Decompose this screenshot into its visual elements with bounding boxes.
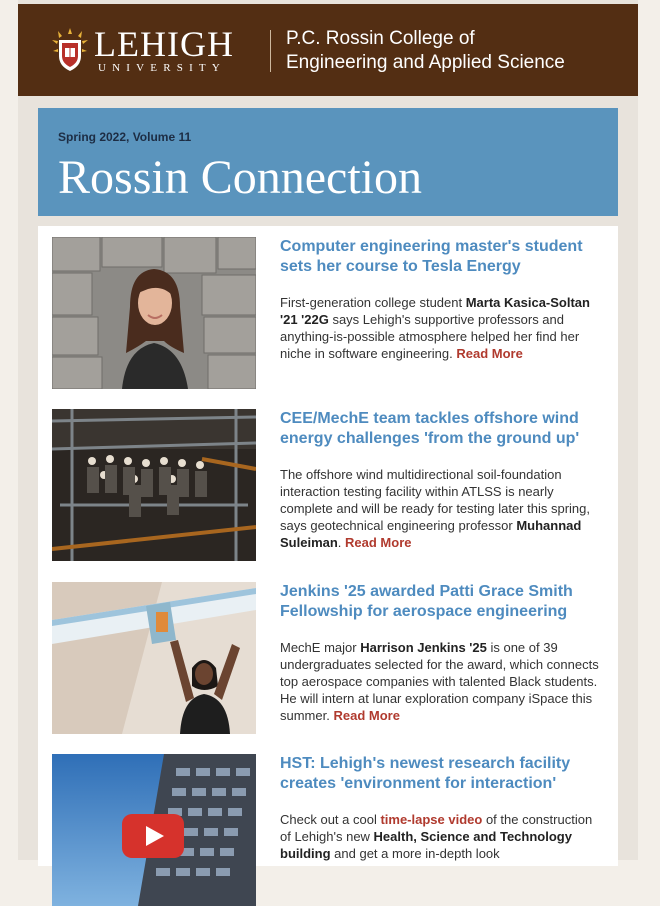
university-subtitle: UNIVERSITY <box>98 62 226 74</box>
story-summary <box>280 466 602 551</box>
newsletter-title: Rossin Connection <box>58 151 423 204</box>
story-summary-text: MechE major <box>280 640 361 655</box>
college-name-line2: Engineering and Applied Science <box>286 52 565 73</box>
lehigh-crest-icon <box>52 28 88 72</box>
time-lapse-video-link[interactable]: time-lapse video <box>380 812 483 827</box>
story-image-research-team[interactable] <box>52 409 256 561</box>
story-summary-name: Marta Kasica-Soltan '21 '22G <box>280 295 590 327</box>
read-more-link[interactable]: Read More <box>333 708 400 723</box>
story-video-thumbnail[interactable] <box>52 754 256 906</box>
header-banner <box>18 4 638 96</box>
story-headline-link[interactable]: Jenkins '25 awarded Patti Grace Smith Fellowship for aerospace engineering <box>280 583 573 620</box>
stories-panel <box>38 226 618 866</box>
story-summary-text: The offshore wind multidirectional soil-foundation interaction testing facility within ATLSS is nearly complete and will be ready for testing later this spring, says geotechnical engineering professor <box>280 467 590 533</box>
story-summary-text-2: is one of 39 undergraduates selected for the award, which connects top aerospace companies with talented Black students. He will intern at lunar exploration company iSpace this summer. <box>280 640 599 723</box>
story-summary <box>280 811 602 862</box>
story-summary <box>280 639 602 724</box>
university-wordmark: LEHIGH <box>94 24 234 64</box>
story-summary-name: Harrison Jenkins '25 <box>360 640 487 655</box>
story-summary-text-2: . <box>337 535 346 550</box>
story-summary-name: Muhannad Suleiman <box>280 518 582 550</box>
story-image-student-portrait[interactable] <box>52 237 256 389</box>
header-divider <box>270 30 271 72</box>
hero-banner <box>38 108 618 216</box>
read-more-link[interactable]: Read More <box>345 535 412 550</box>
college-name-line1: P.C. Rossin College of <box>286 28 475 49</box>
story-headline-link[interactable]: HST: Lehigh's newest research facility creates 'environment for interaction' <box>280 755 571 792</box>
story-headline-link[interactable]: Computer engineering master's student sets her course to Tesla Energy <box>280 238 583 275</box>
story-summary <box>280 294 602 362</box>
read-more-link[interactable]: Read More <box>456 346 523 361</box>
story-summary-text-2: of the construction of Lehigh's new <box>280 812 593 844</box>
story-summary-text-3: and get a more in-depth look <box>330 846 500 861</box>
story-headline-link[interactable]: CEE/MechE team tackles offshore wind energy challenges 'from the ground up' <box>280 410 580 447</box>
issue-label: Spring 2022, Volume 11 <box>58 130 192 144</box>
newsletter <box>18 0 638 860</box>
story-summary-text-2: says Lehigh's supportive professors and anything-is-possible atmosphere helped her find her niche in software engineering. <box>280 312 580 361</box>
story-image-aerospace-student[interactable] <box>52 582 256 734</box>
story-summary-name: Health, Science and Technology building <box>280 829 572 861</box>
college-name <box>286 27 565 75</box>
story-summary-text: Check out a cool <box>280 812 381 827</box>
story-summary-text: First-generation college student <box>280 295 466 310</box>
